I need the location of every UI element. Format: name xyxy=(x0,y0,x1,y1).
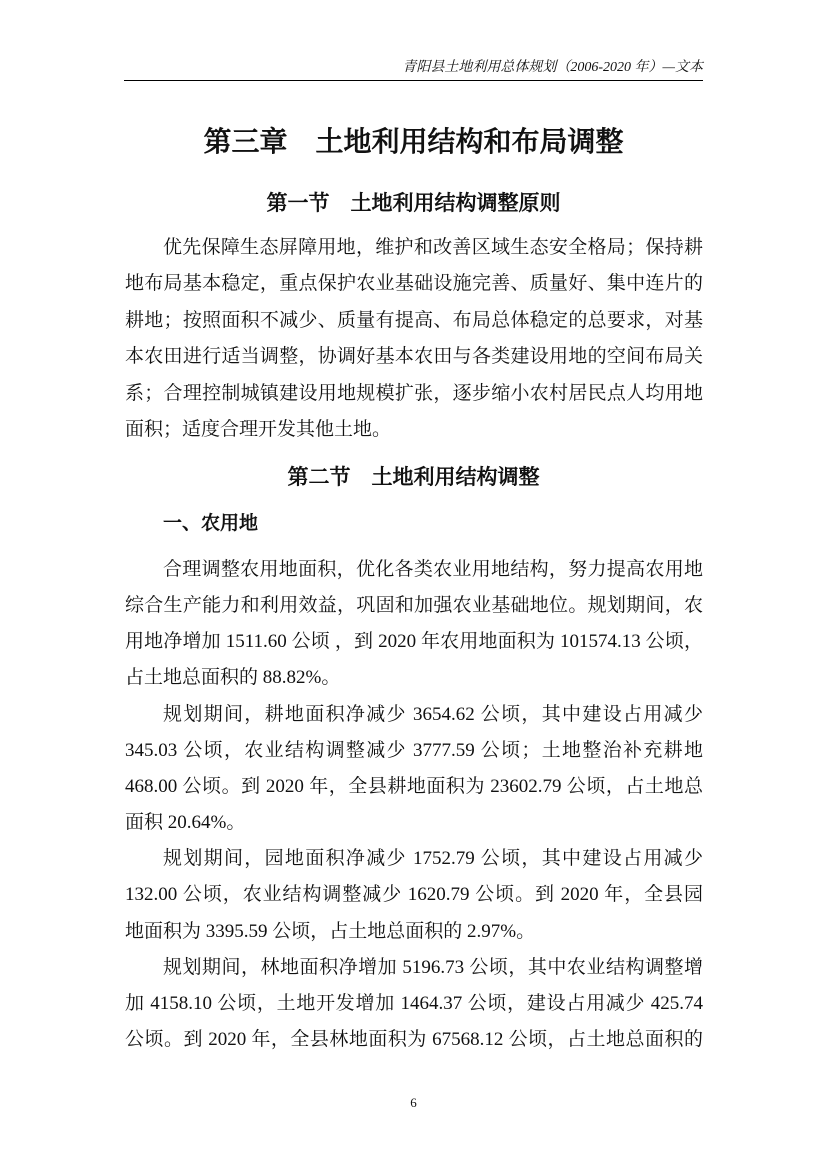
paragraph-line: 面积；适度合理开发其他土地。 xyxy=(125,419,392,441)
running-header-title: 青阳县土地利用总体规划（2006-2020 年）—文本 xyxy=(402,60,703,75)
header-rule xyxy=(124,80,703,81)
paragraph-line: 规划期间，林地面积净增加 5196.73 公顷，其中农业结构调整增 xyxy=(163,956,703,978)
paragraph-line: 用地净增加 1511.60 公顷 ，到 2020 年农用地面积为 101574.13 公顷， xyxy=(125,631,703,653)
paragraph-line: 公顷。到 2020 年，全县林地面积为 67568.12 公顷，占土地总面积的 xyxy=(125,1029,703,1051)
subsection-heading-agricultural-land: 一、农用地 xyxy=(163,512,259,534)
paragraph-line: 优先保障生态屏障用地，维护和改善区域生态安全格局；保持耕 xyxy=(163,237,703,258)
paragraph-line: 132.00 公顷，农业结构调整减少 1620.79 公顷。到 2020 年，全县园 xyxy=(125,884,703,906)
paragraph-line: 加 4158.10 公顷，土地开发增加 1464.37 公顷，建设占用减少 425.74 xyxy=(125,992,703,1014)
section-1-body xyxy=(125,230,703,448)
paragraph-line: 468.00 公顷。到 2020 年，全县耕地面积为 23602.79 公顷，占土地总 xyxy=(125,775,703,797)
paragraph-line: 合理调整农用地面积，优化各类农业用地结构，努力提高农用地 xyxy=(163,559,703,580)
paragraph-line: 规划期间，耕地面积净减少 3654.62 公顷，其中建设占用减少 xyxy=(163,703,703,725)
section-1-title: 第一节 土地利用结构调整原则 xyxy=(266,191,561,215)
paragraph-line: 规划期间，园地面积净减少 1752.79 公顷，其中建设占用减少 xyxy=(163,848,703,870)
paragraph-line: 地布局基本稳定，重点保护农业基础设施完善、质量好、集中连片的 xyxy=(125,273,703,295)
paragraph-line: 345.03 公顷，农业结构调整减少 3777.59 公顷；土地整治补充耕地 xyxy=(125,739,703,761)
page-number: 6 xyxy=(410,1095,417,1110)
paragraph-line: 综合生产能力和利用效益，巩固和加强农业基础地位。规划期间，农 xyxy=(125,595,703,617)
paragraph-line: 占土地总面积的 88.82%。 xyxy=(125,667,341,689)
paragraph-line: 耕地；按照面积不减少、质量有提高、布局总体稳定的总要求，对基 xyxy=(125,309,703,331)
section-2-body xyxy=(125,552,703,1058)
paragraph-line: 本农田进行适当调整，协调好基本农田与各类建设用地的空间布局关 xyxy=(125,346,703,368)
section-2-title: 第二节 土地利用结构调整 xyxy=(287,465,540,489)
paragraph-line: 系；合理控制城镇建设用地规模扩张，逐步缩小农村居民点人均用地 xyxy=(125,382,703,404)
chapter-title: 第三章 土地利用结构和布局调整 xyxy=(203,127,624,158)
paragraph-line: 地面积为 3395.59 公顷，占土地总面积的 2.97%。 xyxy=(125,920,536,942)
paragraph-line: 面积 20.64%。 xyxy=(125,812,246,834)
